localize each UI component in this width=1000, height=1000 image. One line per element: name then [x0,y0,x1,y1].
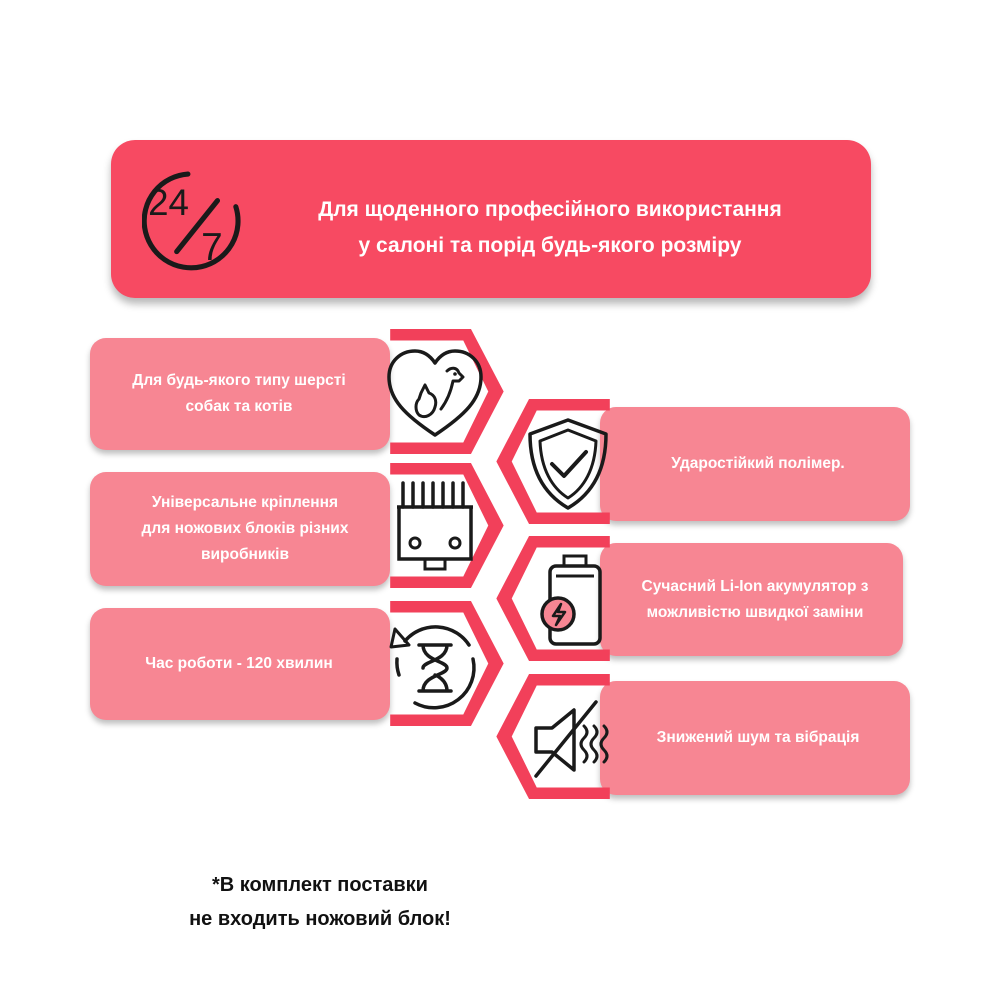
24-7-clock-icon [142,170,244,272]
battery-charge-icon [520,550,620,650]
feature-line: Для будь-якого типу шерсті [132,372,346,389]
svg-text:24: 24 [148,181,189,223]
feature-text-polymer [608,412,908,516]
feature-text-battery [605,548,905,652]
feature-line: Універсальне кріплення [151,494,339,511]
note-line-1: *В комплект поставки [212,874,428,896]
feature-line: Сучасний Li-Ion акумулятор з [641,578,869,595]
feature-line: собак та котів [185,398,293,415]
feature-line: виробників [200,546,290,563]
feature-text-fur [100,345,378,443]
note-line-2: не входить ножовий блок! [189,908,451,930]
banner-line-2: у салоні та порід будь-якого розміру [358,234,742,257]
blade-attachment-icon [385,477,485,577]
hourglass-cycle-icon [385,615,485,715]
feature-line: Знижений шум та вібрація [656,729,860,746]
feature-text-attachment [100,478,390,580]
feature-line: Ударостійкий полімер. [671,455,845,472]
feature-text-noise [608,686,908,790]
feature-line: для ножових блоків різних [141,520,349,537]
shield-check-icon [518,414,618,514]
svg-text:7: 7 [201,225,223,269]
reduced-sound-vibration-icon [530,690,630,790]
banner-title [260,192,840,264]
delivery-note [110,868,530,936]
feature-line: Час роботи - 120 хвилин [145,655,333,672]
feature-line: можливістю швидкої заміни [646,604,864,621]
banner-line-1: Для щоденного професійного використання [318,198,782,221]
heart-dog-cat-icon [385,343,485,443]
feature-text-runtime [100,614,378,714]
